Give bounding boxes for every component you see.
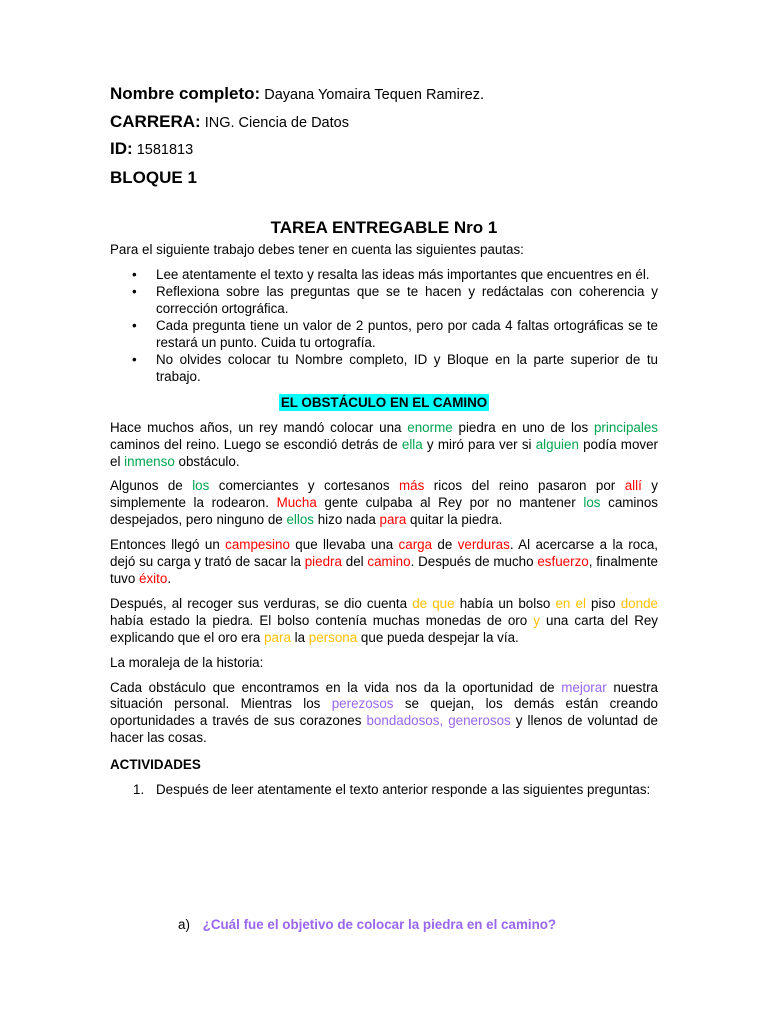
- highlighted-word: más: [399, 478, 425, 494]
- activity-item: [110, 782, 658, 799]
- question-text: ¿Cuál fue el objetivo de colocar la piedra en el camino?: [202, 917, 557, 932]
- story-title-line: [110, 394, 658, 412]
- text-run: Después, al recoger sus verduras, se dio cuenta: [110, 595, 413, 611]
- highlighted-word: verduras: [457, 537, 510, 553]
- text-run: una carta del Rey explicando que el oro era: [110, 612, 659, 645]
- moral-paragraph: [110, 680, 658, 748]
- text-run: hizo nada: [314, 512, 380, 528]
- career-line: [110, 112, 658, 140]
- text-run: Hace muchos años, un rey mandó colocar una: [110, 419, 408, 435]
- text-run: caminos despejados, pero ninguno de: [110, 495, 658, 528]
- text-run: . Después de mucho: [410, 554, 538, 570]
- moral-heading: [110, 655, 658, 672]
- text-run: ricos del reino pasaron por: [424, 478, 625, 494]
- guidelines-list: [110, 267, 658, 385]
- guideline-item: [110, 267, 658, 284]
- story-paragraph: [110, 420, 658, 471]
- highlighted-word: donde: [620, 595, 658, 611]
- career-value: ING. Ciencia de Datos: [204, 114, 349, 131]
- id-label: ID:: [110, 139, 133, 158]
- story-title: EL OBSTÁCULO EN EL CAMINO: [280, 394, 488, 410]
- highlighted-word: Mucha: [276, 495, 317, 511]
- question-a: [178, 916, 556, 933]
- text-run: que llevaba una: [289, 537, 399, 553]
- text-run: Algunos de: [110, 478, 193, 494]
- highlighted-word: perezosos: [331, 696, 394, 712]
- intro-text: Para el siguiente trabajo debes tener en cuenta las siguientes pautas:: [110, 241, 524, 257]
- highlighted-word: persona: [308, 629, 358, 645]
- question-letter: a): [178, 917, 190, 932]
- text-run: Cada obstáculo que encontramos en la vida nos da la oportunidad de: [110, 679, 562, 695]
- name-label: Nombre completo:: [110, 84, 261, 103]
- highlighted-word: de que: [412, 595, 455, 611]
- text-run: podía mover el: [110, 436, 658, 469]
- text-run: . Al acercarse a la roca, dejó su carga y trató de sacar la: [110, 537, 659, 570]
- guideline-text: No olvides colocar tu Nombre completo, ID y Bloque en la parte superior de tu trabajo.: [156, 351, 658, 384]
- story-paragraph: [110, 478, 658, 529]
- highlighted-word: ellos: [286, 512, 314, 528]
- document-content: [110, 84, 658, 799]
- text-run: y llenos de voluntad de hacer las cosas.: [110, 713, 658, 746]
- text-run: había estado la piedra. El bolso contenía muchas monedas de oro: [110, 612, 534, 628]
- text-run: gente culpaba al Rey por no mantener: [316, 495, 584, 511]
- highlighted-word: en el: [555, 595, 586, 611]
- activity-text: Después de leer atentamente el texto anterior responde a las siguientes preguntas:: [156, 782, 651, 798]
- text-run: de: [432, 537, 458, 553]
- highlighted-word: inmenso: [124, 453, 175, 469]
- guideline-text: Cada pregunta tiene un valor de 2 puntos, pero por cada 4 faltas ortográficas se te restará un punto. Cuida tu ortografía.: [156, 318, 658, 351]
- story-paragraph: [110, 596, 658, 647]
- highlighted-word: para: [264, 629, 291, 645]
- highlighted-word: allí: [624, 478, 642, 494]
- text-run: piedra en uno de los: [452, 419, 594, 435]
- highlighted-word: enorme: [407, 419, 453, 435]
- highlighted-word: mejorar: [561, 679, 607, 695]
- highlighted-word: piedra: [304, 554, 342, 570]
- name-line: [110, 84, 658, 112]
- highlighted-word: los: [583, 495, 601, 511]
- text-run: la: [290, 629, 309, 645]
- highlighted-word: éxito: [139, 571, 168, 586]
- highlighted-word: esfuerzo: [537, 554, 589, 570]
- highlighted-word: principales: [593, 419, 658, 435]
- bullet-icon: •: [132, 351, 137, 367]
- text-run: Entonces llegó un: [110, 537, 226, 553]
- activities-heading: ACTIVIDADES: [110, 757, 201, 773]
- highlighted-word: ella: [401, 436, 423, 452]
- text-run: piso: [585, 595, 621, 611]
- text-run: y miró para ver si: [422, 436, 536, 452]
- text-run: comerciantes y cortesanos: [209, 478, 399, 494]
- bullet-icon: •: [132, 284, 137, 300]
- highlighted-word: para: [379, 512, 407, 528]
- text-run: obstáculo.: [174, 453, 240, 469]
- id-value: 1581813: [136, 142, 194, 158]
- highlighted-word: carga: [398, 537, 433, 553]
- activity-number: 1.: [133, 782, 145, 798]
- text-run: caminos del reino. Luego se escondió detrás de: [110, 436, 402, 452]
- text-run: nuestra situación personal. Mientras los: [110, 679, 658, 712]
- guideline-item: [110, 318, 658, 352]
- bullet-icon: •: [132, 267, 137, 283]
- guideline-text: Lee atentamente el texto y resalta las ideas más importantes que encuentres en él.: [156, 267, 650, 283]
- name-value: Dayana Yomaira Tequen Ramirez.: [264, 87, 484, 103]
- highlighted-word: bondadosos, generosos: [366, 713, 511, 729]
- text-run: se quejan, los demás están creando oportunidades a través de sus corazones: [110, 696, 659, 729]
- guideline-text: Reflexiona sobre las preguntas que se te hacen y redáctalas con coherencia y corrección ortográfica.: [156, 284, 658, 317]
- highlighted-word: los: [192, 478, 210, 494]
- career-label: CARRERA:: [110, 111, 201, 131]
- text-run: .: [167, 571, 172, 586]
- highlighted-word: alguien: [535, 436, 579, 452]
- assignment-title: TAREA ENTREGABLE Nro 1: [270, 217, 498, 237]
- text-run: había un bolso: [454, 595, 556, 611]
- text-run: del: [341, 554, 368, 570]
- story-paragraph: [110, 537, 658, 588]
- highlighted-word: camino: [367, 554, 411, 570]
- text-run: y simplemente la rodearon.: [110, 478, 658, 511]
- guideline-item: [110, 352, 658, 386]
- text-run: que pueda despejar la vía.: [357, 629, 519, 645]
- highlighted-word: campesino: [225, 537, 290, 553]
- highlighted-word: y: [533, 612, 540, 628]
- text-run: La moraleja de la historia:: [110, 654, 264, 670]
- bullet-icon: •: [132, 318, 137, 334]
- id-line: [110, 139, 658, 167]
- text-run: quitar la piedra.: [406, 512, 503, 528]
- block-label: BLOQUE 1: [110, 167, 197, 187]
- text-run: , finalmente tuvo: [110, 554, 658, 586]
- guideline-item: [110, 284, 658, 318]
